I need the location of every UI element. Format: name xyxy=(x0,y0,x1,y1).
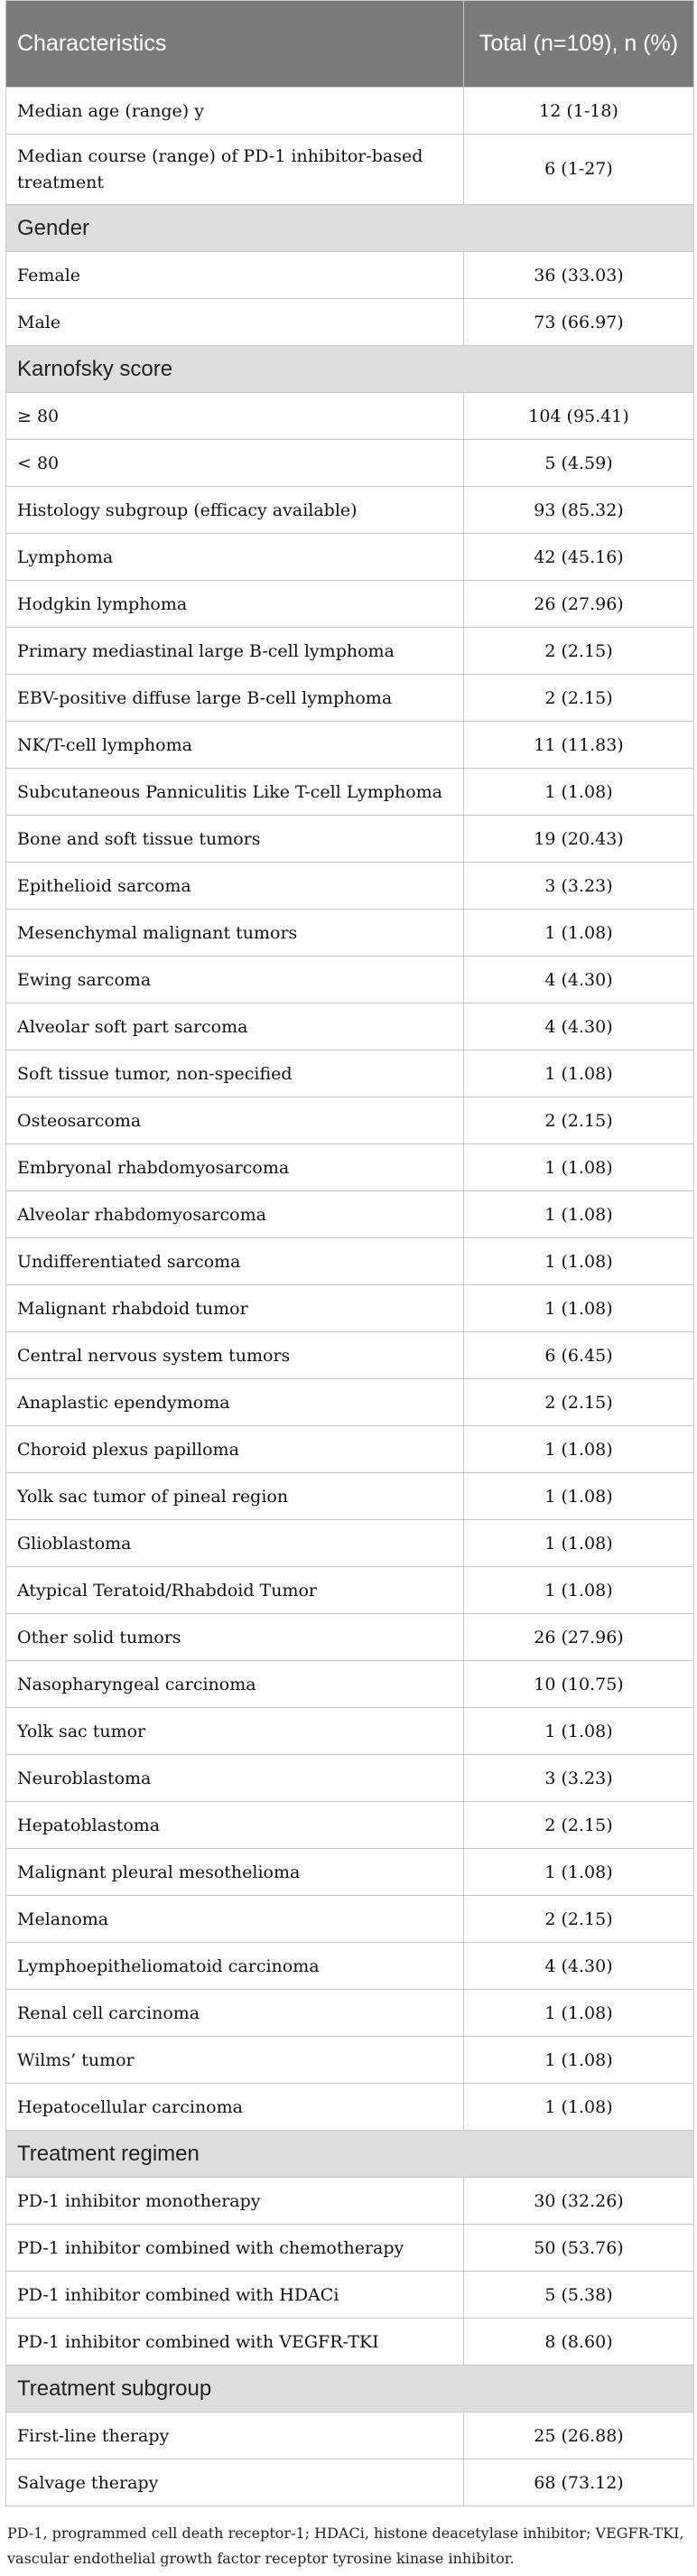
table-row xyxy=(6,2037,694,2084)
characteristic-value: 1 (1.08) xyxy=(464,1520,694,1567)
characteristic-value: 30 (32.26) xyxy=(464,2178,694,2225)
characteristic-label: Neuroblastoma xyxy=(6,1755,464,1802)
table-row xyxy=(6,1473,694,1520)
table-row xyxy=(6,487,694,534)
table-row xyxy=(6,1849,694,1896)
table-row xyxy=(6,581,694,628)
characteristic-label: Primary mediastinal large B-cell lymphoma xyxy=(6,628,464,675)
characteristic-label: Subcutaneous Panniculitis Like T-cell Lymphoma xyxy=(6,769,464,816)
characteristic-label: Ewing sarcoma xyxy=(6,957,464,1003)
characteristic-value: 2 (2.15) xyxy=(464,1802,694,1849)
characteristic-label: Yolk sac tumor of pineal region xyxy=(6,1473,464,1520)
characteristic-label: Median age (range) y xyxy=(6,88,464,135)
characteristic-label: ≥ 80 xyxy=(6,393,464,440)
table-row xyxy=(6,628,694,675)
characteristic-label: Wilms’ tumor xyxy=(6,2037,464,2084)
characteristic-label: Embryonal rhabdomyosarcoma xyxy=(6,1144,464,1191)
characteristic-value: 4 (4.30) xyxy=(464,1943,694,1990)
characteristic-value: 3 (3.23) xyxy=(464,863,694,910)
section-header-row xyxy=(6,346,694,393)
characteristic-label: Melanoma xyxy=(6,1896,464,1943)
characteristic-label: Bone and soft tissue tumors xyxy=(6,816,464,863)
table-row xyxy=(6,1661,694,1708)
table-body xyxy=(6,88,694,2506)
header-total: Total (n=109), n (%) xyxy=(464,1,694,88)
characteristic-label: Malignant pleural mesothelioma xyxy=(6,1849,464,1896)
characteristic-label: Hodgkin lymphoma xyxy=(6,581,464,628)
table-row xyxy=(6,1238,694,1285)
characteristic-value: 1 (1.08) xyxy=(464,1473,694,1520)
characteristic-value: 36 (33.03) xyxy=(464,252,694,299)
characteristic-label: Renal cell carcinoma xyxy=(6,1990,464,2037)
characteristic-label: PD-1 inhibitor combined with chemotherapy xyxy=(6,2225,464,2272)
table-row xyxy=(6,1144,694,1191)
characteristic-value: 104 (95.41) xyxy=(464,393,694,440)
section-header-row xyxy=(6,2366,694,2413)
table-row xyxy=(6,2459,694,2506)
characteristic-value: 1 (1.08) xyxy=(464,1144,694,1191)
table-header-row xyxy=(6,1,694,88)
table-row xyxy=(6,1003,694,1050)
table-row xyxy=(6,393,694,440)
characteristic-value: 19 (20.43) xyxy=(464,816,694,863)
characteristic-value: 2 (2.15) xyxy=(464,1379,694,1426)
section-header-row xyxy=(6,2131,694,2178)
characteristic-value: 6 (6.45) xyxy=(464,1332,694,1379)
characteristic-label: Lymphoepitheliomatoid carcinoma xyxy=(6,1943,464,1990)
table-row xyxy=(6,440,694,487)
characteristic-label: Male xyxy=(6,299,464,346)
characteristic-label: Osteosarcoma xyxy=(6,1097,464,1144)
characteristic-value: 4 (4.30) xyxy=(464,1003,694,1050)
characteristic-value: 5 (4.59) xyxy=(464,440,694,487)
characteristic-value: 1 (1.08) xyxy=(464,1191,694,1238)
table-row xyxy=(6,816,694,863)
characteristic-value: 1 (1.08) xyxy=(464,1567,694,1614)
table-row xyxy=(6,1332,694,1379)
characteristic-label: Soft tissue tumor, non-specified xyxy=(6,1050,464,1097)
characteristic-label: Lymphoma xyxy=(6,534,464,581)
table-row xyxy=(6,722,694,769)
table-row xyxy=(6,769,694,816)
characteristic-value: 26 (27.96) xyxy=(464,1614,694,1661)
characteristic-label: Atypical Teratoid/Rhabdoid Tumor xyxy=(6,1567,464,1614)
table-row xyxy=(6,1379,694,1426)
section-header-row xyxy=(6,205,694,252)
table-row xyxy=(6,957,694,1003)
characteristic-value: 6 (1-27) xyxy=(464,135,694,205)
section-label: Karnofsky score xyxy=(6,346,694,393)
table-row xyxy=(6,534,694,581)
table-row xyxy=(6,1191,694,1238)
characteristic-label: Other solid tumors xyxy=(6,1614,464,1661)
characteristic-value: 68 (73.12) xyxy=(464,2459,694,2506)
characteristic-value: 93 (85.32) xyxy=(464,487,694,534)
characteristic-label: Histology subgroup (efficacy available) xyxy=(6,487,464,534)
characteristic-value: 1 (1.08) xyxy=(464,769,694,816)
characteristic-label: NK/T-cell lymphoma xyxy=(6,722,464,769)
characteristic-label: Epithelioid sarcoma xyxy=(6,863,464,910)
section-label: Treatment regimen xyxy=(6,2131,694,2178)
characteristic-value: 50 (53.76) xyxy=(464,2225,694,2272)
table-row xyxy=(6,135,694,205)
table-row xyxy=(6,2272,694,2319)
table-row xyxy=(6,2225,694,2272)
characteristic-value: 10 (10.75) xyxy=(464,1661,694,1708)
characteristic-value: 8 (8.60) xyxy=(464,2319,694,2366)
characteristic-label: Glioblastoma xyxy=(6,1520,464,1567)
characteristic-label: Female xyxy=(6,252,464,299)
table-row xyxy=(6,910,694,957)
table-row xyxy=(6,1755,694,1802)
characteristic-value: 1 (1.08) xyxy=(464,1990,694,2037)
characteristic-label: First-line therapy xyxy=(6,2413,464,2459)
table-row xyxy=(6,1896,694,1943)
characteristic-label: EBV-positive diffuse large B-cell lymphoma xyxy=(6,675,464,722)
characteristic-label: Yolk sac tumor xyxy=(6,1708,464,1755)
characteristic-value: 2 (2.15) xyxy=(464,1097,694,1144)
characteristic-value: 2 (2.15) xyxy=(464,628,694,675)
characteristic-value: 1 (1.08) xyxy=(464,2037,694,2084)
characteristic-label: < 80 xyxy=(6,440,464,487)
table-row xyxy=(6,2178,694,2225)
characteristics-table xyxy=(5,0,694,2506)
characteristic-value: 5 (5.38) xyxy=(464,2272,694,2319)
characteristic-value: 1 (1.08) xyxy=(464,1708,694,1755)
table-row xyxy=(6,1708,694,1755)
characteristic-label: Hepatoblastoma xyxy=(6,1802,464,1849)
table-row xyxy=(6,675,694,722)
table-row xyxy=(6,2084,694,2131)
section-label: Gender xyxy=(6,205,694,252)
characteristic-value: 1 (1.08) xyxy=(464,2084,694,2131)
characteristic-value: 4 (4.30) xyxy=(464,957,694,1003)
characteristic-label: Anaplastic ependymoma xyxy=(6,1379,464,1426)
table-row xyxy=(6,1426,694,1473)
table-row xyxy=(6,1943,694,1990)
table-row xyxy=(6,88,694,135)
table-row xyxy=(6,252,694,299)
characteristic-value: 2 (2.15) xyxy=(464,675,694,722)
characteristic-label: PD-1 inhibitor combined with HDACi xyxy=(6,2272,464,2319)
characteristic-value: 3 (3.23) xyxy=(464,1755,694,1802)
characteristic-value: 25 (26.88) xyxy=(464,2413,694,2459)
characteristic-value: 12 (1-18) xyxy=(464,88,694,135)
characteristic-label: PD-1 inhibitor combined with VEGFR-TKI xyxy=(6,2319,464,2366)
table-row xyxy=(6,1614,694,1661)
table-footnote: PD-1, programmed cell death receptor-1; HDACi, histone deacetylase inhibitor; VEGFR-TKI, vascular endothelial growth factor receptor tyrosine kinase inhibitor. xyxy=(7,2525,684,2567)
table-row xyxy=(6,1520,694,1567)
characteristic-label: Salvage therapy xyxy=(6,2459,464,2506)
characteristic-label: Mesenchymal malignant tumors xyxy=(6,910,464,957)
table-row xyxy=(6,2319,694,2366)
characteristic-label: Undifferentiated sarcoma xyxy=(6,1238,464,1285)
table-row xyxy=(6,299,694,346)
header-characteristics: Characteristics xyxy=(6,1,464,88)
characteristic-label: Median course (range) of PD-1 inhibitor-based treatment xyxy=(6,135,464,205)
characteristic-label: Choroid plexus papilloma xyxy=(6,1426,464,1473)
characteristic-label: Nasopharyngeal carcinoma xyxy=(6,1661,464,1708)
characteristic-label: Alveolar rhabdomyosarcoma xyxy=(6,1191,464,1238)
characteristic-value: 1 (1.08) xyxy=(464,1285,694,1332)
characteristic-value: 42 (45.16) xyxy=(464,534,694,581)
characteristic-value: 73 (66.97) xyxy=(464,299,694,346)
characteristic-value: 1 (1.08) xyxy=(464,1426,694,1473)
characteristic-value: 1 (1.08) xyxy=(464,1849,694,1896)
table-row xyxy=(6,1802,694,1849)
table-row xyxy=(6,2413,694,2459)
table-row xyxy=(6,1097,694,1144)
characteristic-label: PD-1 inhibitor monotherapy xyxy=(6,2178,464,2225)
table-row xyxy=(6,1050,694,1097)
characteristic-value: 2 (2.15) xyxy=(464,1896,694,1943)
section-label: Treatment subgroup xyxy=(6,2366,694,2413)
characteristic-value: 11 (11.83) xyxy=(464,722,694,769)
characteristic-label: Central nervous system tumors xyxy=(6,1332,464,1379)
table-row xyxy=(6,863,694,910)
characteristic-value: 26 (27.96) xyxy=(464,581,694,628)
characteristic-label: Hepatocellular carcinoma xyxy=(6,2084,464,2131)
characteristic-label: Alveolar soft part sarcoma xyxy=(6,1003,464,1050)
characteristic-value: 1 (1.08) xyxy=(464,1238,694,1285)
table-row xyxy=(6,1990,694,2037)
characteristic-label: Malignant rhabdoid tumor xyxy=(6,1285,464,1332)
characteristic-value: 1 (1.08) xyxy=(464,910,694,957)
table-row xyxy=(6,1285,694,1332)
table-row xyxy=(6,1567,694,1614)
characteristic-value: 1 (1.08) xyxy=(464,1050,694,1097)
